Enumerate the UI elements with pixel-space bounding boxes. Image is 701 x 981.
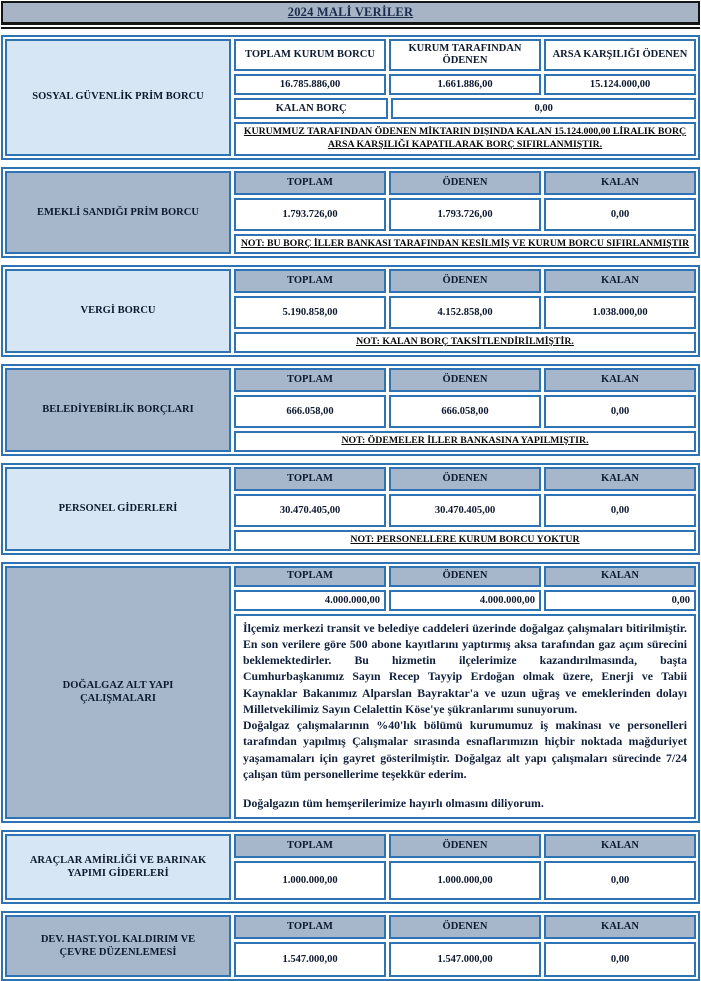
column-header: ÖDENEN [389,467,541,491]
value-cell: 4.000.000,00 [389,590,541,611]
header-row [234,39,696,71]
column-header: ÖDENEN [389,368,541,392]
value-row [234,296,696,329]
column-header: ÖDENEN [389,915,541,939]
value-cell: 30.470.405,00 [389,494,541,527]
header-row [234,566,696,587]
section-label: DEV. HAST.YOL KALDIRIM VE ÇEVRE DÜZENLEMESİ [5,915,231,977]
value-cell: 1.793.726,00 [389,198,541,231]
column-header: KALAN [544,834,696,858]
section-content [234,368,696,452]
paragraph [243,782,687,795]
value-row [234,494,696,527]
value-cell: 5.190.858,00 [234,296,386,329]
section-label: PERSONEL GİDERLERİ [5,467,231,551]
section-label: VERGİ BORCU [5,269,231,353]
value-row [234,590,696,611]
section-content [234,915,696,977]
value-cell: 15.124.000,00 [544,74,696,95]
section-label: ARAÇLAR AMİRLİĞİ VE BARINAK YAPIMI GİDERLERİ [5,834,231,900]
column-header: TOPLAM [234,269,386,293]
header-row [234,467,696,491]
section-content [234,566,696,820]
value-row [234,198,696,231]
column-header: TOPLAM [234,915,386,939]
section-note [234,530,696,551]
section-note-text: KURUMMUZ TARAFINDAN ÖDENEN MİKTARIN DIŞINDA KALAN 15.124.000,00 LİRALIK BORÇ ARSA KARŞILIĞI KAPATILARAK BORÇ SIFIRLANMIŞTIR. [243,126,687,150]
column-header: ÖDENEN [389,171,541,195]
section-note [234,431,696,452]
section-note-text: NOT: BU BORÇ İLLER BANKASI TARAFINDAN KESİLMİŞ VE KURUM BORCU SIFIRLANMIŞTIR [240,237,690,249]
value-cell: 0,00 [544,395,696,428]
report-title-bar [1,1,700,25]
section-label: SOSYAL GÜVENLİK PRİM BORCU [5,39,231,156]
value-cell: 4.000.000,00 [234,590,386,611]
section-dogalgaz-alt-yapi-calismalari [1,562,700,824]
section-araclar-amirligi-barinak-giderleri [1,830,700,904]
column-header: TOPLAM [234,834,386,858]
section-dev-hast-yol-kaldirim-cevre [1,911,700,981]
column-header: KALAN [544,915,696,939]
column-header: KALAN [544,368,696,392]
section-note [234,332,696,353]
section-content [234,467,696,551]
value-cell: 666.058,00 [389,395,541,428]
value-cell: 0,00 [544,494,696,527]
title-divider [1,27,700,29]
column-header: KALAN [544,269,696,293]
value-cell: 4.152.858,00 [389,296,541,329]
value-row [234,942,696,977]
value-cell: 1.793.726,00 [234,198,386,231]
sections-container [1,35,700,981]
value-cell: 0,00 [544,861,696,900]
section-emekli-sandigi-prim-borcu [1,167,700,259]
value-cell: 0,00 [544,942,696,977]
section-label: DOĞALGAZ ALT YAPI ÇALIŞMALARI [5,566,231,820]
value-row [234,74,696,95]
value-row [234,861,696,900]
section-personel-giderleri [1,463,700,555]
value-cell: 1.547.000,00 [389,942,541,977]
column-header: TOPLAM KURUM BORCU [234,39,386,71]
section-content [234,39,696,156]
page-title: 2024 MALİ VERİLER [287,5,414,19]
column-header: TOPLAM [234,368,386,392]
section-belediyebirlik-borclari [1,364,700,456]
header-row [234,269,696,293]
column-header: TOPLAM [234,566,386,587]
section-sosyal-guvenlik-prim-borcu [1,35,700,160]
value-cell: 1.661.886,00 [389,74,541,95]
section-vergi-borcu [1,265,700,357]
value-cell: 1.547.000,00 [234,942,386,977]
column-header: ÖDENEN [389,269,541,293]
column-header: KALAN [544,566,696,587]
header-row [234,834,696,858]
header-row [234,171,696,195]
column-header: KALAN [544,467,696,491]
column-header: TOPLAM [234,171,386,195]
column-header: TOPLAM [234,467,386,491]
value-cell: 666.058,00 [234,395,386,428]
section-content [234,834,696,900]
section-note [234,234,696,255]
column-header: KALAN [544,171,696,195]
value-cell: 1.000.000,00 [234,861,386,900]
section-note-text: NOT: PERSONELLERE KURUM BORCU YOKTUR [350,533,580,545]
extra-row [234,98,696,119]
section-label: BELEDİYEBİRLİK BORÇLARI [5,368,231,452]
value-cell: 0,00 [391,98,696,119]
paragraph: Doğalgazın tüm hemşerilerimize hayırlı olmasını diliyorum. [243,796,544,811]
column-header: ARSA KARŞILIĞI ÖDENEN [544,39,696,71]
value-row [234,395,696,428]
section-note-text: NOT: ÖDEMELER İLLER BANKASINA YAPILMIŞTIR. [341,435,589,447]
column-header: KURUM TARAFINDAN ÖDENEN [389,39,541,71]
section-content [234,269,696,353]
value-cell: KALAN BORÇ [234,98,388,119]
section-note [234,122,696,155]
paragraph: Doğalgaz çalışmalarının %40'lık bölümü kurumumuz iş makinası ve personelleri tarafından yapılmış Çalışmalar sırasında esnaflarımızın hiçbir noktada mağduriyet yaşamamaları için gayret gösterilmiştir. Doğalgaz alt yapı çalışmaları sürecinde 7/24 çalışan tüm personellerime teşekkür ederim. [243,718,687,781]
section-note-text: NOT: KALAN BORÇ TAKSİTLENDİRİLMİŞTİR. [356,336,574,348]
column-header: ÖDENEN [389,834,541,858]
value-cell: 0,00 [544,198,696,231]
paragraph: İlçemiz merkezi transit ve belediye caddeleri üzerinde doğalgaz çalışmaları bitirilmiştir. En son verilere göre 500 abone kayıtlarını yaptırmış aksa tarafından gaz açım sürecini beklemektedirler. Bu hizmetin ilçelerimize kazandırılmasında, başta Cumhurbaşkanımız Sayın Recep Tayyip Erdoğan olmak üzere, Enerji ve Tabii Kaynaklar Bakanımız Alparslan Bayraktar'a ve uzun uğraş ve emeklerinden dolayı Milletvekilimiz Sayın Celalettin Köse'ye şükranlarımı sunuyorum. [243,620,687,716]
section-paragraphs [234,614,696,820]
section-content [234,171,696,255]
value-cell: 1.000.000,00 [389,861,541,900]
column-header: ÖDENEN [389,566,541,587]
value-cell: 0,00 [544,590,696,611]
value-cell: 1.038.000,00 [544,296,696,329]
value-cell: 16.785.886,00 [234,74,386,95]
section-label: EMEKLİ SANDIĞI PRİM BORCU [5,171,231,255]
header-row [234,368,696,392]
value-cell: 30.470.405,00 [234,494,386,527]
header-row [234,915,696,939]
